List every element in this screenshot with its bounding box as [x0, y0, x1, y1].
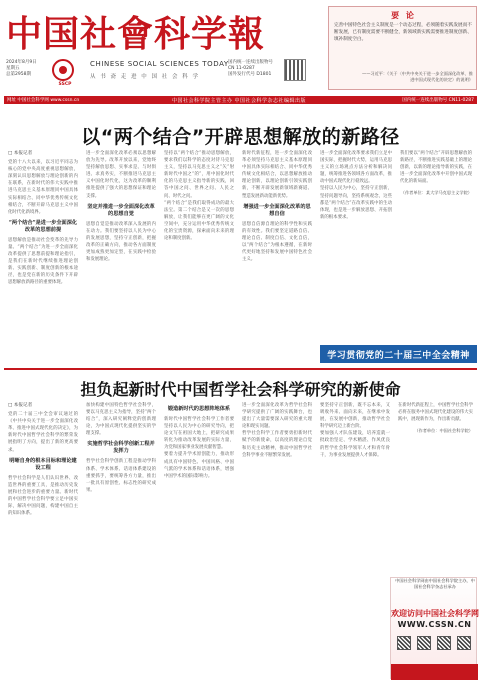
- qr-code-icon[interactable]: [437, 636, 451, 650]
- lead-article-column-3: [164, 150, 234, 368]
- paragraph: 要加强人才队伍建设，培养造就一批政治坚定、学术精湛、作风优良的哲学社会科学领军人才和青年骨干，为事业发展提供人才保障。: [320, 431, 390, 458]
- paragraph: 坚持以人民为中心，坚持守正创新，坚持问题导向，坚持系统观念，这些都是“两个结合”在改革实践中的生动体现，也是进一步解放思想、开拓创新的根本要求。: [320, 186, 392, 220]
- paragraph: 哲学社会科学创新工程是推动学科体系、学术体系、话语体系建设的重要抓手，要统筹各方力量，推出一批具有原创性、标志性的研究成果。: [86, 459, 156, 493]
- header-strip-right: 国内统一连续出版物号 CN11-0287: [402, 98, 474, 103]
- section-subhead: 实施哲学社会科学创新工程并发挥力: [87, 441, 155, 455]
- qr-code-icon[interactable]: [284, 59, 306, 81]
- key-quote-source: ——习近平：《关于〈中共中央关于进一步全面深化改革、推进中国式现代化的决定〉的说明》: [362, 71, 473, 82]
- date-block: [6, 60, 46, 78]
- paragraph: 党的十八大以来，以习近平同志为核心的党中央高度重视思想解放，深刻认识思想解放与理论创新的内在联系，在新时代的伟大实践中推进马克思主义基本原理同中国具体实际相结合、同中华优秀传统文化相结合，不断开辟马克思主义中国化时代化新境界。: [8, 160, 78, 215]
- lead-article-column-1: [8, 150, 78, 368]
- second-article-column-4: [242, 402, 312, 678]
- second-article-column-2: [86, 402, 156, 678]
- issue-info-line: 国内统一连续出版物号: [228, 60, 273, 65]
- second-article-column-3: [164, 402, 234, 678]
- qr-code-icon[interactable]: [397, 636, 411, 650]
- paragraph: 哲学社会科学是人们认识世界、改造世界的重要工具，是推动历史发展和社会进步的重要力量。新时代的中国哲学社会科学要立足中国实际，解决中国问题，构建中国自主的知识体系。: [8, 475, 78, 517]
- slogan: 从 书 斋 走 进 中 国 社 会 科 学: [90, 74, 200, 80]
- section-subhead: 明晰自身的根本目标和理论建设工程: [9, 457, 77, 471]
- section-divider: [4, 368, 477, 370]
- paragraph: 新时代中国哲学社会科学工作者要坚持以人民为中心的研究导向，把论文写在祖国大地上，把研究成果转化为推动改革发展的实际力量，为党和国家事业发展贡献智慧。: [164, 417, 234, 451]
- issue-info-line: CN 11-0287: [228, 66, 255, 71]
- paragraph: 进一步全面深化改革必须以思想解放为先导。改革开放以来，党始终坚持解放思想、实事求是、与时俱进、求真务实，不断推进马克思主义中国化时代化，这为改革的顺利推进提供了强大的思想保证和理论支撑。: [86, 151, 156, 199]
- paragraph: 思想自信源自理论的科学性和实践的有效性。我们要坚定道路自信、理论自信、制度自信、文化自信，以“两个结合”为根本遵循，在新时代更好地坚持和发展中国特色社会主义。: [242, 221, 312, 263]
- cssn-advertisement[interactable]: [390, 577, 477, 679]
- lead-article-column-5: [320, 150, 392, 340]
- section-subhead: “两个结合”是进一步全面深化改革的思想前提: [8, 219, 78, 233]
- ad-title: 欢迎访问中国社会科学网: [391, 608, 479, 618]
- date-line: 2024年8月9日: [6, 60, 37, 65]
- key-quote-box: [328, 6, 477, 90]
- header-strip: [4, 96, 477, 104]
- lead-article-author: □ 本报记者: [8, 151, 33, 156]
- ad-url-link[interactable]: WWW.CSSN.CN: [397, 620, 472, 629]
- lead-article-column-6: [400, 150, 472, 340]
- header-strip-publisher: 中国社会科学院主管主办 中国社会科学杂志社编辑出版: [171, 98, 307, 104]
- paragraph: 思想自觉是推动改革深入发展的内在动力。我们要坚持以人民为中心的发展思想，坚持守正创新，把握改革的正确方向，推动各方面制度更加成熟更加定型，在实践中检验和发展理论。: [86, 221, 156, 263]
- issue-number-line: 总第2958期: [6, 72, 31, 77]
- paragraph: 要着力提升学术原创能力，推动形成具有中国特色、中国风格、中国气派的学术体系和话语体系，增强中国学术的国际影响力。: [164, 452, 234, 479]
- paragraph: 思想解放是推动社会变革的先导力量。“两个结合”为进一步全面深化改革提供了思想前提和理论指引，是我们在新时代继续推进理论创新、实践创新、制度创新的根本途径，也是党在新的历史条件下开辟思想解放新路径的重要体现。: [8, 237, 78, 286]
- ad-intro: 中国社会科学网由中国社会科学院主办，中国社会科学杂志社承办: [395, 578, 475, 589]
- logo-label: SSCP: [58, 82, 72, 87]
- weekday-line: 星期五: [6, 66, 20, 71]
- ad-qr-row: [397, 636, 473, 656]
- lead-article-headline[interactable]: 以“两个结合”开辟思想解放的新路径: [81, 126, 400, 148]
- paragraph: 党的二十届三中全会审议通过的《中共中央关于进一步全面深化改革、推进中国式现代化的决定》，为新时代中国哲学社会科学的繁荣发展指明了方向，提出了新的更高要求。: [8, 412, 78, 453]
- qr-code-icon[interactable]: [417, 636, 431, 650]
- second-article-column-5: [320, 402, 390, 678]
- english-name: CHINESE SOCIAL SCIENCES TODAY: [90, 60, 229, 68]
- author-affiliation: （作者单位：某大学马克思主义学院）: [400, 190, 472, 196]
- qr-code-icon[interactable]: [457, 636, 471, 650]
- lead-article-column-4: [242, 150, 312, 368]
- second-article-column-6: [398, 402, 473, 570]
- paragraph: 我们要以“两个结合”开辟思想解放的新路径，不断推进实践基础上的理论创新，以新的理论指导新的实践，在进一步全面深化改革中开创中国式现代化的新局面。: [400, 151, 472, 185]
- second-article-author: □ 本报记者: [8, 403, 33, 408]
- header-strip-left: 网址 中国社会科学网 www.cssn.cn: [7, 98, 80, 103]
- key-quote-title: 要 论: [391, 10, 416, 20]
- ad-footer-band: [391, 664, 478, 680]
- key-quote-text: 完善中国特色社会主义制度是一个动态过程，必须随着实践发展而不断发展，已有制度需要不断健全，新领域新实践需要推进制度创新、填补制度空白。: [334, 23, 472, 43]
- lead-article-column-2: [86, 150, 156, 368]
- paragraph: 要坚持守正创新，既不忘本来，又吸收外来、面向未来，在继承中发展，在发展中创新，推动哲学社会科学研究迈上新台阶。: [320, 403, 390, 430]
- paragraph: “两个结合”是我们取得成功的最大法宝。第二个结合是又一次的思想解放，让我们能够在更广阔的文化空间中，充分运用中华优秀传统文化的宝贵资源，探索面向未来的理论和制度创新。: [164, 200, 234, 242]
- paragraph: 坚持以“两个结合”推动思想解放，要求我们以科学的态度对待马克思主义，坚持以马克思主义之“矢”射新时代中国之“的”，用中国化时代化的马克思主义指导新的实践，回答中国之问、世界之问、人民之问、时代之问。: [164, 151, 234, 199]
- section-subhead: 增强进一步全面深化改革的思想自信: [243, 203, 311, 217]
- paragraph: 进一步全面深化改革为哲学社会科学研究提供了广阔的实践舞台，也提出了大量需要深入研究的重大理论和现实问题。: [242, 403, 312, 430]
- paragraph: 哲学社会科学工作者要勇担新时代赋予的新使命，以高度的理论自觉和历史主动精神，推动中国哲学社会科学事业不断繁荣发展。: [242, 431, 312, 458]
- newspaper-title: 中国社會科学報: [6, 13, 266, 55]
- paragraph: 在新时代新征程上，中国哲学社会科学必将在服务中国式现代化建设的伟大实践中，展现新作为，作出新贡献。: [398, 403, 473, 423]
- second-article-headline[interactable]: 担负起新时代中国哲学社会科学研究的新使命: [80, 380, 401, 399]
- paragraph: 新时代新征程，进一步全面深化改革必须坚持马克思主义基本原理同中国具体实际相结合、同中华优秀传统文化相结合，以思想解放推动理论创新，以理论创新引领实践创新，不断开辟发展新领域新赛道、塑造发展新动能新优势。: [242, 151, 312, 199]
- author-affiliation: （作者单位：中国社会科学院）: [414, 428, 473, 434]
- column-banner[interactable]: [320, 345, 477, 363]
- column-banner-text: 学习贯彻党的二十届三中全会精神: [327, 351, 470, 361]
- section-subhead: 锻造新时代的思想阵地体系: [167, 406, 231, 412]
- paragraph: 加快构建中国特色哲学社会科学，要以马克思主义为指导，坚持“两个结合”，深入研究阐释党的创新理论，为中国式现代化提供坚实的学理支撑。: [86, 403, 156, 437]
- second-article-column-1: [8, 402, 78, 678]
- sscp-logo-icon: [52, 59, 74, 81]
- paragraph: 进一步全面深化改革要求我们立足中国实际，把握时代大势，运用马克思主义的立场观点方法分析和解决问题，统筹推进各领域各方面改革，推动中国式现代化行稳致远。: [320, 151, 392, 185]
- section-subhead: 坚定并推进一步全面深化改革的思想自觉: [87, 203, 155, 217]
- issue-info: [228, 60, 280, 78]
- issue-info-line: 国外发行代号 D1801: [228, 72, 272, 77]
